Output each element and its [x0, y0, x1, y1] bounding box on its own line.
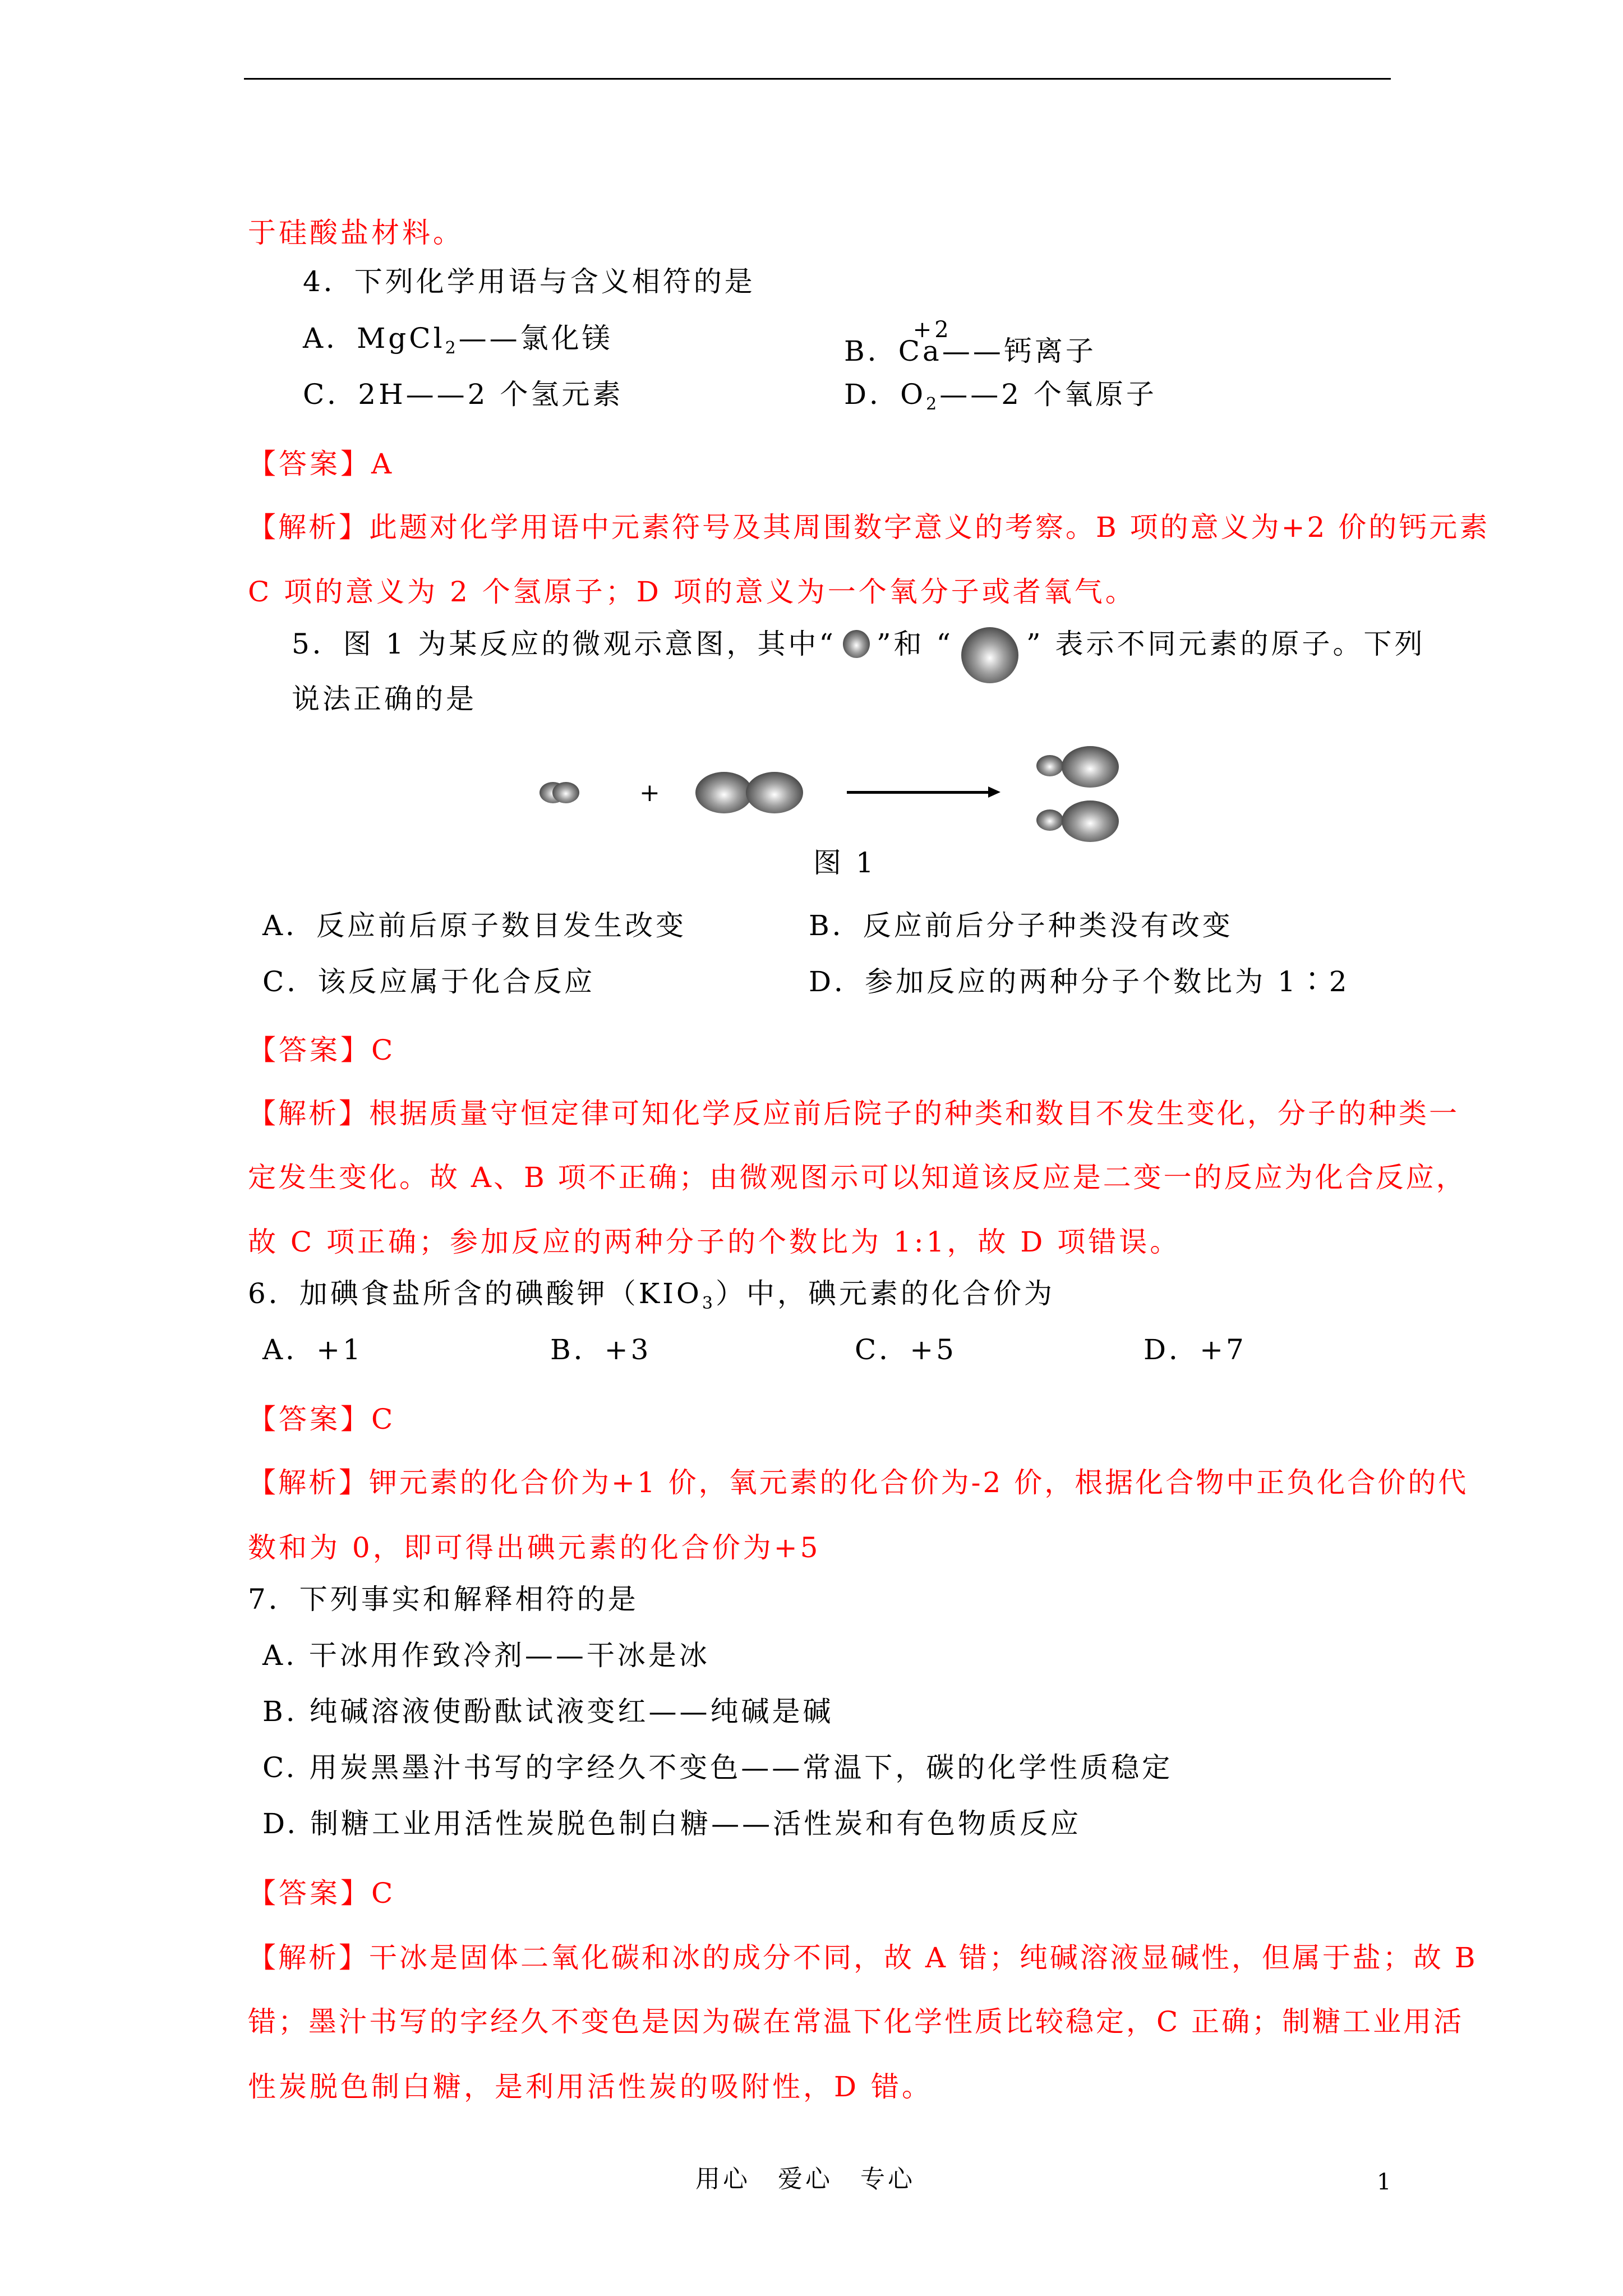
- option-7b: B. 纯碱溶液使酚酞试液变红——纯碱是碱: [262, 1695, 834, 1728]
- question-5: 说法正确的是: [292, 683, 477, 715]
- option-4a: [303, 321, 613, 358]
- explanation-5: 定发生变化。故 A、B 项不正确；由微观图示可以知道该反应是二变一的反应为化合反应，: [248, 1161, 1467, 1194]
- footer-motto: 用心 爱心 专心: [695, 2165, 915, 2193]
- header-rule: [244, 78, 1391, 80]
- explanation-6: 数和为 0，即可得出碘元素的化合价为+5: [248, 1531, 821, 1564]
- option-text: ——氯化镁: [458, 322, 613, 355]
- question-text: ）中，碘元素的化合价为: [716, 1277, 1055, 1310]
- option-7c: C. 用炭黑墨汁书写的字经久不变色——常温下，碳的化学性质稳定: [262, 1751, 1173, 1784]
- explanation-4: C 项的意义为 2 个氢原子；D 项的意义为一个氧分子或者氧气。: [248, 576, 1136, 608]
- large-atom-icon: [746, 772, 803, 813]
- option-text: B．: [844, 335, 898, 367]
- small-atom-icon: [1036, 755, 1063, 776]
- explanation-5: 故 C 项正确；参加反应的两种分子的个数比为 1:1，故 D 项错误。: [248, 1226, 1181, 1258]
- large-atom-icon: [1062, 800, 1119, 842]
- plus-sign: +: [639, 779, 660, 807]
- question-text: ” 表示不同元素的原子。下列: [1026, 628, 1426, 660]
- explanation-6: 【解析】钾元素的化合价为+1 价，氧元素的化合价为-2 价，根据化合物中正负化合价的代: [248, 1466, 1469, 1499]
- answer-7: 【答案】C: [248, 1877, 396, 1910]
- subscript: 2: [445, 338, 459, 358]
- explanation-4: 【解析】此题对化学用语中元素符号及其周围数字意义的考察。B 项的意义为+2 价的钙元素: [248, 511, 1490, 544]
- small-atom-icon: [843, 630, 870, 658]
- page-number: 1: [1377, 2169, 1394, 2195]
- option-6b: B．+3: [550, 1333, 652, 1366]
- option-6c: C．+5: [855, 1333, 957, 1366]
- question-4: 4．下列化学用语与含义相符的是: [303, 265, 755, 298]
- question-text: ”和 “: [876, 628, 954, 660]
- option-text: ——2 个氧原子: [939, 378, 1157, 411]
- answer-5: 【答案】C: [248, 1034, 396, 1066]
- option-text: ——钙离子: [942, 335, 1096, 367]
- option-4b: [844, 317, 1096, 368]
- arrow-head-icon: [988, 786, 1000, 798]
- figure-caption: 图 1: [813, 846, 877, 879]
- option-4d: [844, 378, 1157, 414]
- reaction-arrow: [847, 791, 990, 794]
- question-6: [248, 1277, 1055, 1313]
- large-atom-icon: [1062, 746, 1119, 788]
- small-atom-icon: [552, 782, 579, 803]
- option-5a: A．反应前后原子数目发生改变: [262, 909, 687, 942]
- option-6a: A．+1: [262, 1333, 363, 1366]
- question-text: 5．图 1 为某反应的微观示意图，其中“: [292, 628, 836, 660]
- question-5: [292, 627, 1425, 683]
- option-text: A．MgCl: [303, 322, 445, 355]
- element-symbol: Ca: [898, 335, 942, 367]
- option-text: D．O: [844, 378, 926, 411]
- option-5c: C．该反应属于化合反应: [262, 965, 596, 998]
- option-4c: C．2H——2 个氢元素: [303, 378, 624, 411]
- explanation-7: 错；墨汁书写的字经久不变色是因为碳在常温下化学性质比较稳定，C 正确；制糖工业用活: [248, 2005, 1464, 2038]
- explanation-5: 【解析】根据质量守恒定律可知化学反应前后院子的种类和数目不发生变化，分子的种类一: [248, 1097, 1459, 1130]
- small-atom-icon: [1036, 809, 1063, 831]
- subscript: 3: [702, 1294, 716, 1313]
- option-5d: D．参加反应的两种分子个数比为 1∶2: [809, 965, 1350, 998]
- explanation-7: 【解析】干冰是固体二氧化碳和冰的成分不同，故 A 错；纯碱溶液显碱性，但属于盐；故 B: [248, 1941, 1478, 1974]
- calcium-symbol: [898, 317, 952, 368]
- answer-6: 【答案】C: [248, 1403, 396, 1435]
- option-5b: B．反应前后分子种类没有改变: [809, 909, 1233, 942]
- answer-4: 【答案】A: [248, 448, 395, 480]
- subscript: 2: [926, 394, 940, 414]
- option-7a: A. 干冰用作致冷剂——干冰是冰: [262, 1639, 710, 1672]
- explanation-7: 性炭脱色制白糖，是利用活性炭的吸附性，D 错。: [248, 2070, 933, 2103]
- large-atom-icon: [961, 627, 1018, 683]
- text-line: 于硅酸盐材料。: [248, 217, 464, 249]
- question-7: 7．下列事实和解释相符的是: [248, 1583, 639, 1616]
- large-atom-icon: [695, 772, 753, 813]
- valence-superscript: +2: [912, 317, 952, 343]
- option-7d: D. 制糖工业用活性炭脱色制白糖——活性炭和有色物质反应: [262, 1807, 1082, 1840]
- option-6d: D．+7: [1144, 1333, 1247, 1366]
- question-text: 6．加碘食盐所含的碘酸钾（KIO: [248, 1277, 702, 1310]
